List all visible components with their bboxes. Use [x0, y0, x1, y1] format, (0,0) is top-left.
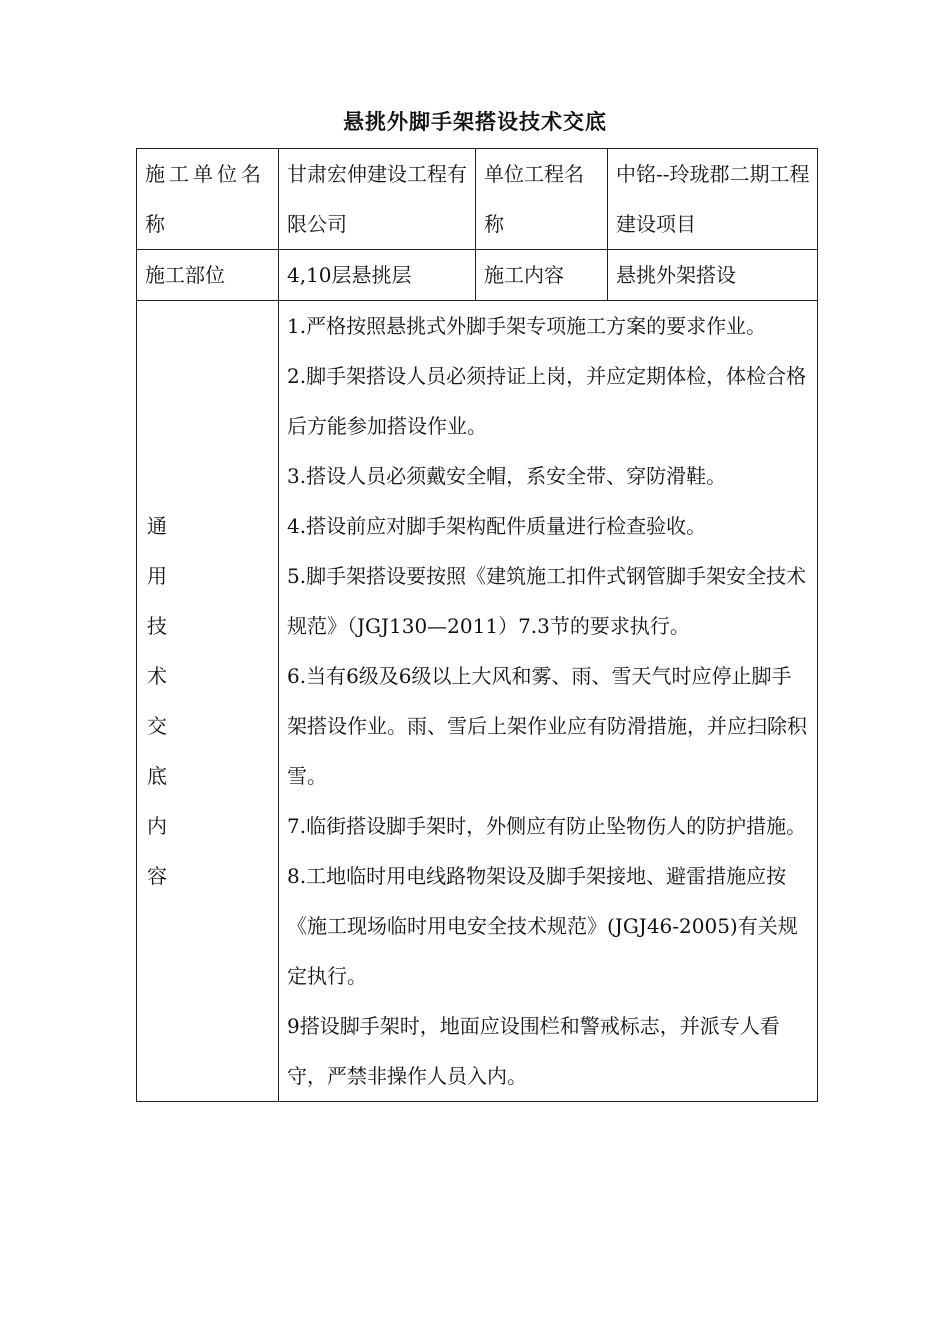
- section-label-char: 内: [147, 814, 167, 838]
- table-row: [137, 149, 818, 250]
- content-label: 施工内容: [476, 250, 608, 301]
- list-item: 3.搭设人员必须戴安全帽，系安全带、穿防滑鞋。: [287, 464, 727, 488]
- unit-name-value: 甘肃宏伸建设工程有限公司: [279, 149, 476, 250]
- section-label-char: 交: [147, 714, 167, 738]
- list-item: 2.脚手架搭设人员必须持证上岗，并应定期体检，体检合格后方能参加搭设作业。: [287, 364, 807, 438]
- location-value: 4,10层悬挑层: [279, 250, 476, 301]
- section-label-char: 用: [147, 564, 167, 588]
- list-item: 1.严格按照悬挑式外脚手架专项施工方案的要求作业。: [287, 314, 767, 338]
- list-item: 6.当有6级及6级以上大风和雾、雨、雪天气时应停止脚手架搭设作业。雨、雪后上架作业应有防滑措施，并应扫除积雪。: [287, 664, 807, 788]
- document-title: 悬挑外脚手架搭设技术交底: [343, 109, 607, 134]
- unit-name-label: 施工单位名称: [137, 149, 279, 250]
- list-item: 8.工地临时用电线路物架设及脚手架接地、避雷措施应按《施工现场临时用电安全技术规范》(JGJ46-2005)有关规定执行。: [287, 864, 798, 988]
- disclosure-form-table: [136, 148, 818, 1102]
- project-name-value: 中铭--玲珑郡二期工程建设项目: [608, 149, 818, 250]
- project-name-label: 单位工程名称: [476, 149, 608, 250]
- location-label: 施工部位: [137, 250, 279, 301]
- section-label-char: 技: [147, 614, 167, 638]
- content-value: 悬挑外架搭设: [608, 250, 818, 301]
- table-row: [137, 301, 818, 1102]
- section-label-char: 容: [147, 864, 167, 888]
- list-item: 9搭设脚手架时，地面应设围栏和警戒标志，并派专人看守，严禁非操作人员入内。: [287, 1014, 780, 1088]
- table-row: [137, 250, 818, 301]
- section-label-char: 通: [147, 514, 167, 538]
- section-label-vertical: [137, 301, 279, 1102]
- disclosure-items: [279, 301, 818, 1102]
- section-label-char: 底: [147, 764, 167, 788]
- list-item: 4.搭设前应对脚手架构配件质量进行检查验收。: [287, 514, 707, 538]
- section-label-char: 术: [147, 664, 167, 688]
- list-item: 7.临街搭设脚手架时，外侧应有防止坠物伤人的防护措施。: [287, 814, 807, 838]
- list-item: 5.脚手架搭设要按照《建筑施工扣件式钢管脚手架安全技术规范》（JGJ130—2011）7.3节的要求执行。: [287, 564, 807, 638]
